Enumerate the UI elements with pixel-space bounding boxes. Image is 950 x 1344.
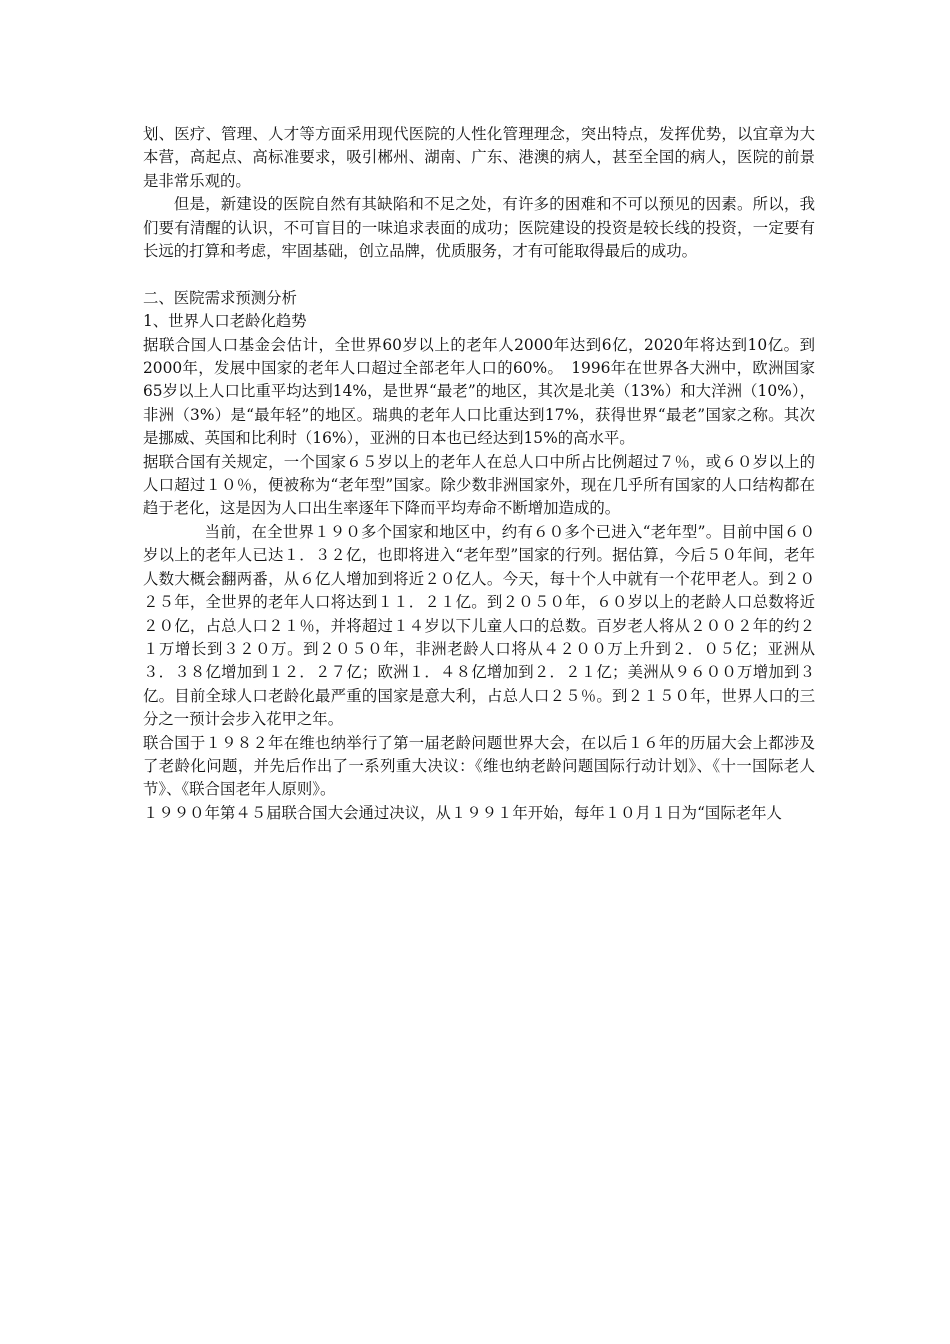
section-heading: 二、医院需求预测分析 — [143, 288, 297, 307]
paragraph-un-population-estimate: 据联合国人口基金会估计，全世界60岁以上的老年人2000年达到6亿，2020年将达到10亿。到2000年，发展中国家的老年人口超过全部老年人口的60%。 1996年在世界各大洲中，欧洲国家65岁以上人口比重平均达到14%，是世界“最老”的地区，其次是北美（13%）和大洋洲（10%），非洲（3%）是“最年轻”的地区。瑞典的老年人口比重达到17%，获得世界“最老”国家之称。其次是挪威、英国和比利时（16%），亚洲的日本也已经达到15%的高水平。 — [143, 335, 815, 448]
paragraph-un-assembly-1982: 联合国于１９８２年在维也纳举行了第一届老龄问题世界大会，在以后１６年的历届大会上都涉及了老龄化问题，并先后作出了一系列重大决议：《维也纳老龄问题国际行动计划》、《十一国际老人节》、《联合国老年人原则》。 — [143, 733, 815, 799]
blank-line — [143, 263, 815, 286]
paragraph-aging-definition: 据联合国有关规定，一个国家６５岁以上的老年人在总人口中所占比例超过７％，或６０岁以上的人口超过１０％，便被称为“老年型”国家。除少数非洲国家外，现在几乎所有国家的人口结构都在趋于老化，这是因为人口出生率逐年下降而平均寿命不断增加造成的。 — [143, 452, 815, 518]
subsection-heading: 1、世界人口老龄化趋势 — [143, 312, 307, 331]
paragraph-un-assembly-1990: １９９０年第４５届联合国大会通过决议，从１９９１年开始，每年１０月１日为“国际老年人 — [143, 803, 782, 822]
paragraph-hospital-prospects: 划、医疗、管理、人才等方面采用现代医院的人性化管理理念，突出特点，发挥优势，以宜章为大本营，高起点、高标准要求，吸引郴州、湖南、广东、港澳的病人，甚至全国的病人，医院的前景是非常乐观的。 — [143, 125, 815, 190]
paragraph-current-aging-status: 当前，在全世界１９０多个国家和地区中，约有６０多个已进入“老年型”。目前中国６０岁以上的老年人已达１．３２亿，也即将进入“老年型”国家的行列。据估算，今后５０年间，老年人数大概会翻两番，从６亿人增加到将近２０亿人。今天，每十个人中就有一个花甲老人。到２０２５年，全世界的老年人口将达到１１．２１亿。到２０５０年，６０岁以上的老龄人口总数将近２０亿，占总人口２１％，并将超过１４岁以下儿童人口的总数。百岁老人将从２００２年的约２１万增长到３２０万。到２０５０年，非洲老龄人口将从４２００万上升到２．０５亿；亚洲从３．３８亿增加到１２．２７亿；欧洲１．４８亿增加到２．２１亿；美洲从９６００万增加到３亿。目前全球人口老龄化最严重的国家是意大利，占总人口２５％。到２１５０年，世界人口的三分之一预计会步入花甲之年。 — [143, 522, 815, 729]
paragraph-hospital-risks: 但是，新建设的医院自然有其缺陷和不足之处，有许多的困难和不可以预见的因素。所以，我们要有清醒的认识，不可盲目的一味追求表面的成功；医院建设的投资是较长线的投资，一定要有长远的打算和考虑，牢固基础，创立品牌，优质服务，才有可能取得最后的成功。 — [143, 195, 815, 261]
document-body — [143, 123, 815, 825]
